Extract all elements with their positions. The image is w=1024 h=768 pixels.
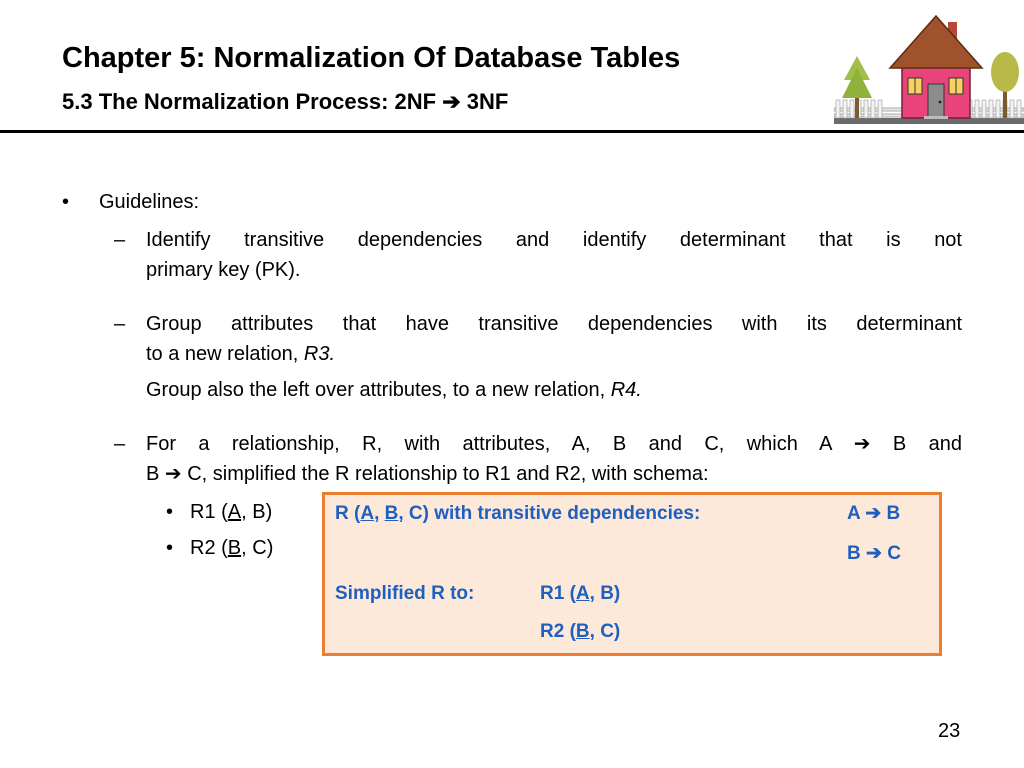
slide-title: Chapter 5: Normalization Of Database Tables (62, 42, 681, 74)
box-r2 (540, 619, 620, 645)
item3-line2: B ➔ C, simplified the R relationship to R1 and R2, with schema: (146, 463, 709, 485)
item2-line2-relation: R3. (303, 343, 335, 365)
item1-line1: Identify transitive dependencies and identify determinant that is not (146, 229, 962, 251)
box-dependency-2: B ➔ C (847, 543, 901, 564)
schema-r2-pre: R2 ( (190, 537, 228, 559)
box-relation-sep: , (374, 503, 385, 524)
dash-marker: – (114, 433, 126, 455)
box-r1-key: A (575, 583, 590, 604)
box-r2-post: , C) (589, 621, 621, 642)
item2-line2-text: to a new relation, (146, 343, 304, 365)
box-relation-pre: R ( (335, 503, 361, 524)
schema-r1-pre: R1 ( (190, 501, 228, 523)
box-relation-key2: B (384, 503, 399, 524)
box-relation-key1: A (360, 503, 375, 524)
box-r2-pre: R2 ( (540, 621, 576, 642)
box-relation-line (335, 501, 700, 527)
box-simplified-label: Simplified R to: (335, 583, 475, 604)
subtitle-prefix: 5.3 The Normalization Process: 2NF (62, 89, 437, 114)
arrow-icon: ➔ (442, 89, 461, 114)
item2-line3 (146, 376, 642, 404)
item2-line2 (146, 340, 335, 368)
schema-r2 (190, 534, 273, 562)
box-dependency-1: A ➔ B (847, 503, 901, 524)
transitive-dependency-box (322, 492, 942, 656)
house-illustration-icon (834, 14, 1024, 126)
dash-marker: – (114, 313, 126, 335)
item2-line1: Group attributes that have transitive dependencies with its determinant (146, 313, 962, 335)
box-relation-post: , C) with transitive dependencies: (398, 503, 701, 524)
dash-marker: – (114, 229, 126, 251)
item2-line3-text: Group also the left over attributes, to a new relation, (146, 379, 611, 401)
header-divider (0, 130, 1024, 133)
item3-line1: For a relationship, R, with attributes, A, B and C, which A ➔ B and (146, 433, 962, 455)
box-r1-pre: R1 ( (540, 583, 576, 604)
guidelines-heading: Guidelines: (99, 191, 200, 213)
box-r1-post: , B) (589, 583, 621, 604)
bullet-marker: • (62, 191, 70, 213)
box-r2-key: B (575, 621, 590, 642)
schema-r1-key: A (227, 501, 242, 523)
sub-bullet-marker: • (166, 537, 174, 559)
schema-r1 (190, 498, 272, 526)
schema-r2-key: B (227, 537, 242, 559)
page-number: 23 (938, 720, 961, 742)
sub-bullet-marker: • (166, 501, 174, 523)
item2-line3-relation: R4. (610, 379, 642, 401)
slide-subtitle (62, 88, 508, 116)
subtitle-suffix: 3NF (466, 89, 509, 114)
item1-line2: primary key (PK). (146, 259, 301, 281)
schema-r1-post: , B) (241, 501, 273, 523)
schema-r2-post: , C) (241, 537, 274, 559)
box-r1 (540, 581, 620, 607)
